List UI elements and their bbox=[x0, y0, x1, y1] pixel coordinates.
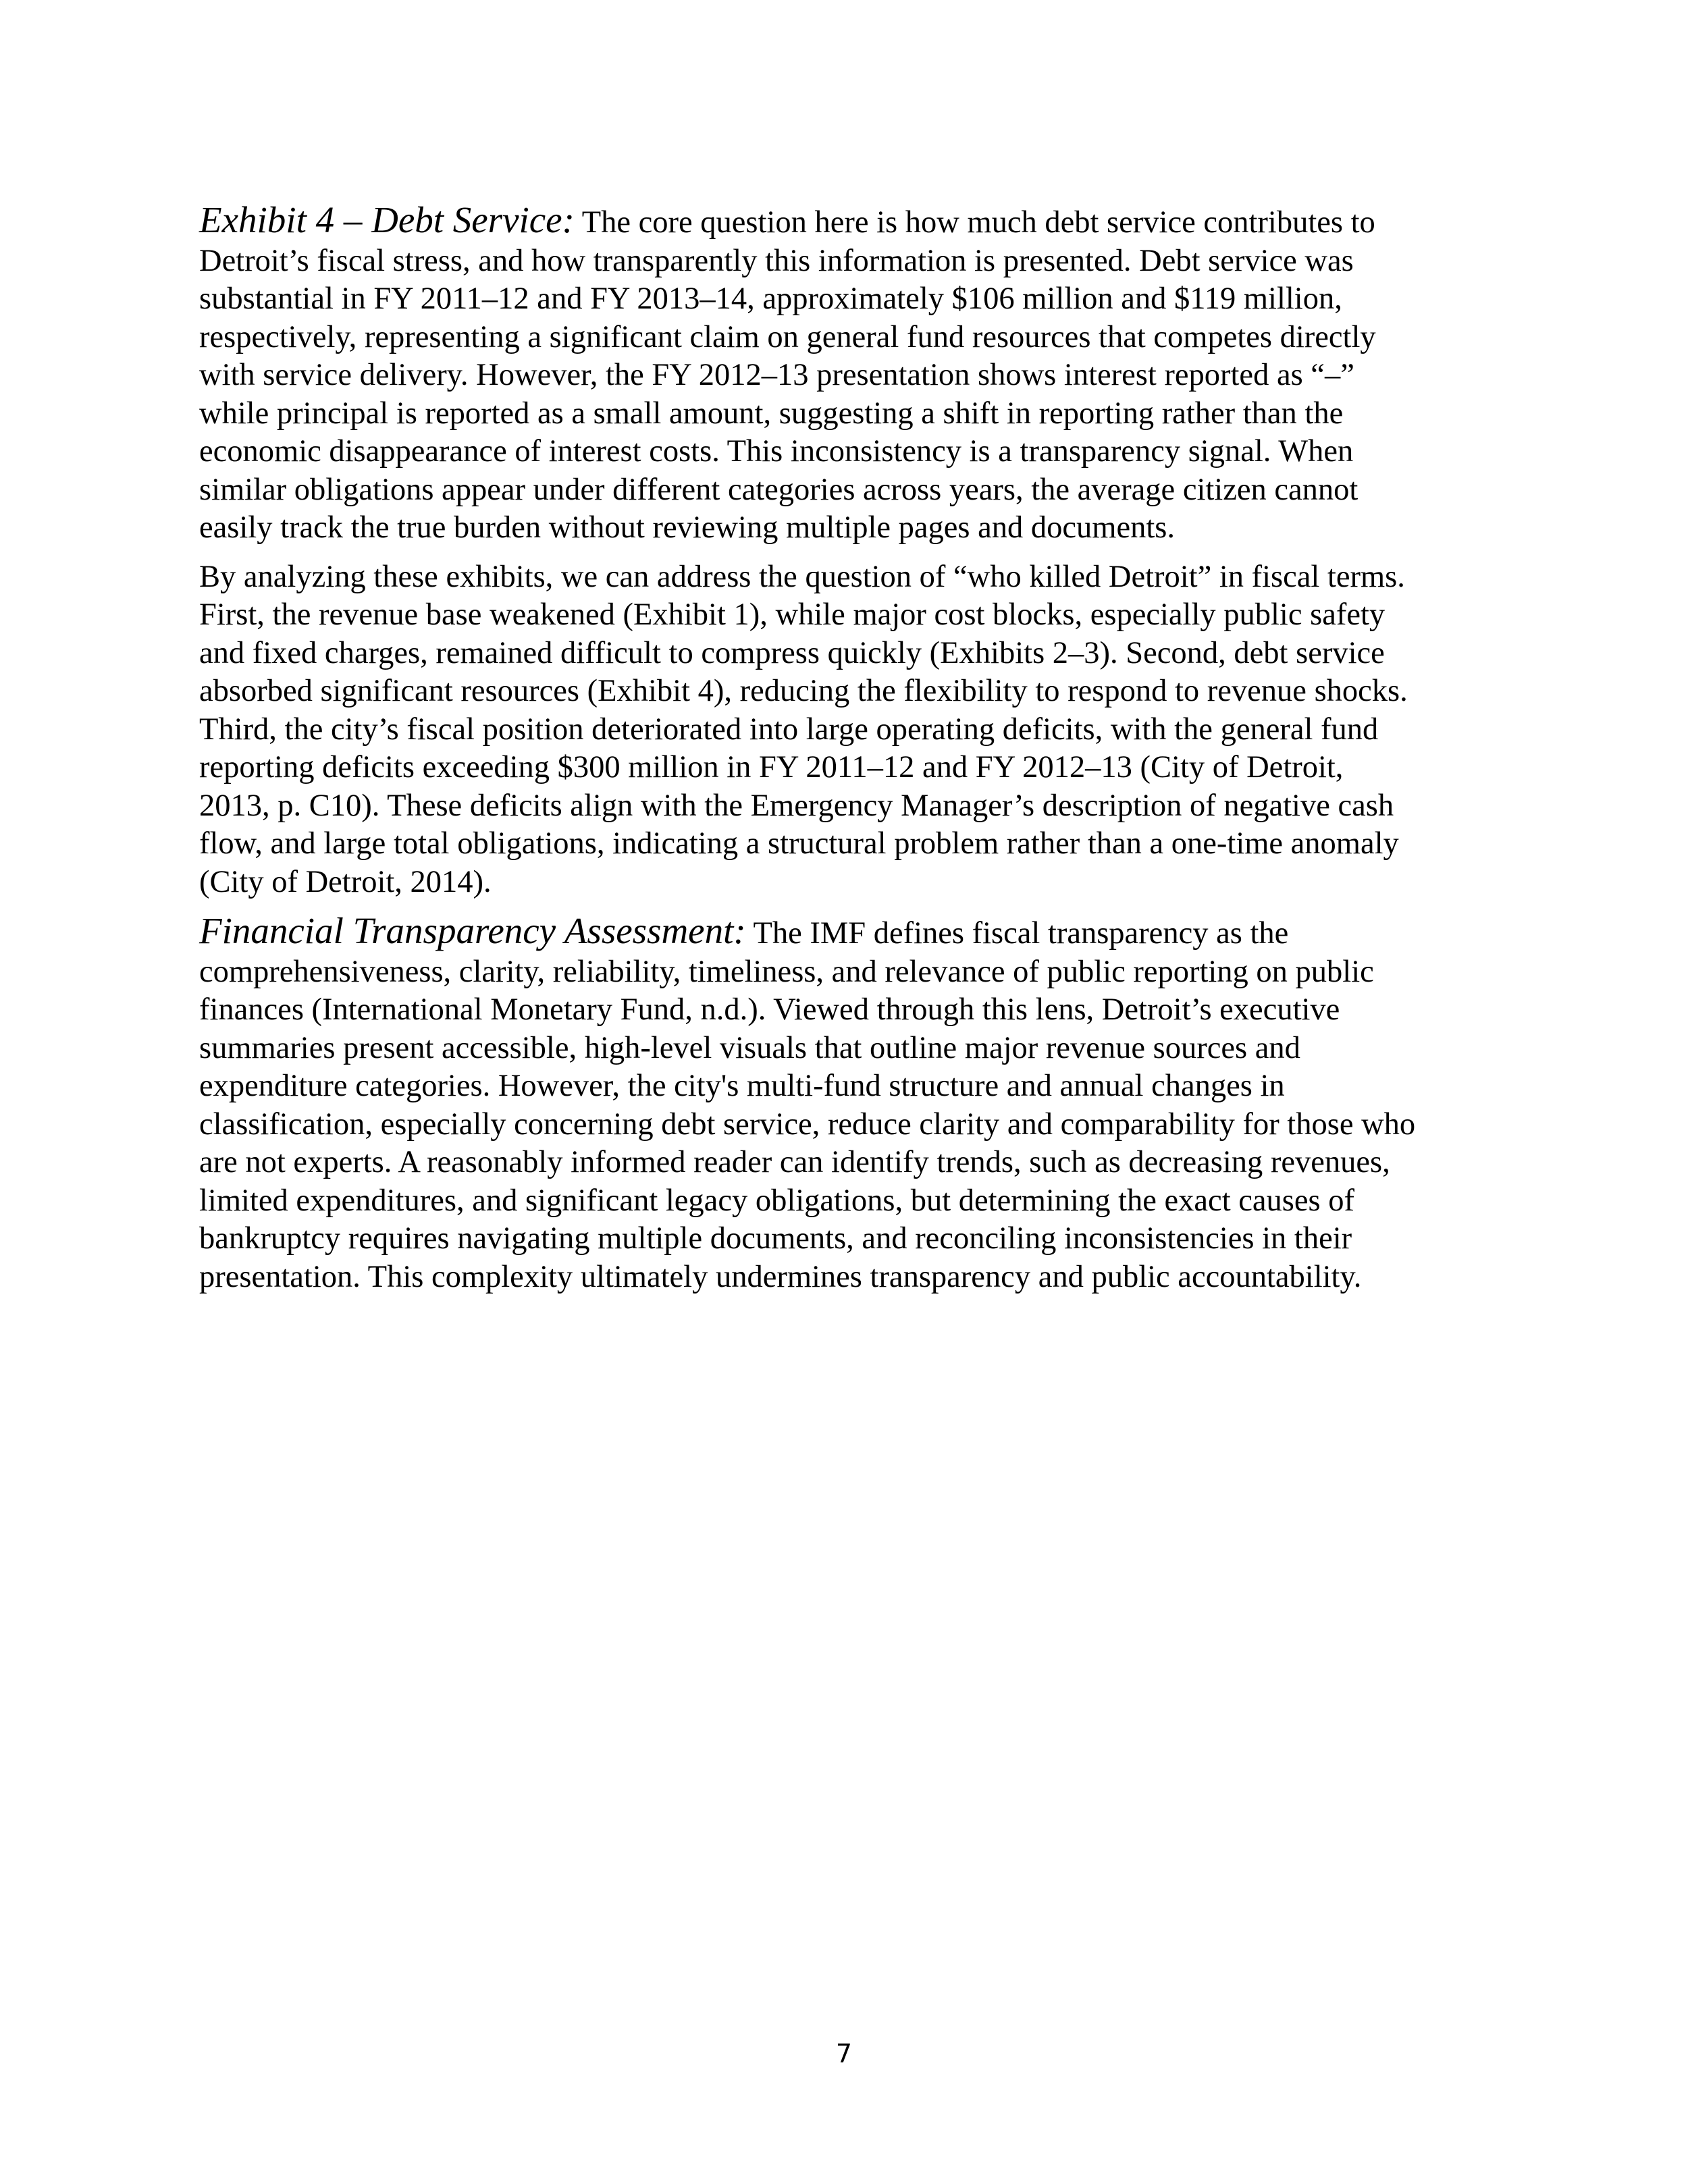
transparency-assessment-heading: Financial Transparency Assessment: bbox=[199, 910, 746, 951]
paragraph-transparency-assessment-text: The IMF defines fiscal transparency as the comprehensiveness, clarity, reliability, timeliness, and relevance of public reporting on public finances (International Monetary Fund, n.d.). Viewed through this lens, Detroit’s executive summaries present accessible, high-level visuals that outline major revenue sources and expenditure categories. However, the city's multi-fund structure and annual changes in classification, especially concerning debt service, reduce clarity and comparability for those who are not experts. A reasonably informed reader can identify trends, such as decreasing revenues, limited expenditures, and significant legacy obligations, but determining the exact causes of bankruptcy requires navigating multiple documents, and reconciling inconsistencies in their presentation. This complexity ultimately undermines transparency and public accountability. bbox=[199, 916, 1416, 1294]
exhibit-4-heading: Exhibit 4 – Debt Service: bbox=[199, 199, 575, 240]
paragraph-debt-service bbox=[199, 201, 1502, 548]
page-number: 7 bbox=[835, 2039, 853, 2069]
body-text bbox=[199, 201, 1502, 1296]
paragraph-debt-service-text: The core question here is how much debt service contributes to Detroit’s fiscal stress, and how transparently this information is presented. Debt service was substantial in FY 2011–12 and FY 2013–14, approximately $106 million and $119 million, respectively, representing a significant claim on general fund resources that competes directly with service delivery. However, the FY 2012–13 presentation shows interest reported as “–” while principal is reported as a small amount, suggesting a shift in reporting rather than the economic disappearance of interest costs. This inconsistency is a transparency signal. When similar obligations appear under different categories across years, the average citizen cannot easily track the true burden without reviewing multiple pages and documents. bbox=[199, 205, 1376, 545]
paragraph-who-killed-detroit-text: By analyzing these exhibits, we can address the question of “who killed Detroit” in fiscal terms. First, the revenue base weakened (Exhibit 1), while major cost blocks, especially public safety and fixed charges, remained difficult to compress quickly (Exhibits 2–3). Second, debt service absorbed significant resources (Exhibit 4), reducing the flexibility to respond to revenue shocks. Third, the city’s fiscal position deteriorated into large operating deficits, with the general fund reporting deficits exceeding $300 million in FY 2011–12 and FY 2012–13 (City of Detroit, 2013, p. C10). These deficits align with the Emergency Manager’s description of negative cash flow, and large total obligations, indicating a structural problem rather than a one-time anomaly (City of Detroit, 2014). bbox=[199, 559, 1408, 899]
paragraph-transparency-assessment bbox=[199, 912, 1502, 1296]
paragraph-who-killed-detroit bbox=[199, 558, 1502, 902]
